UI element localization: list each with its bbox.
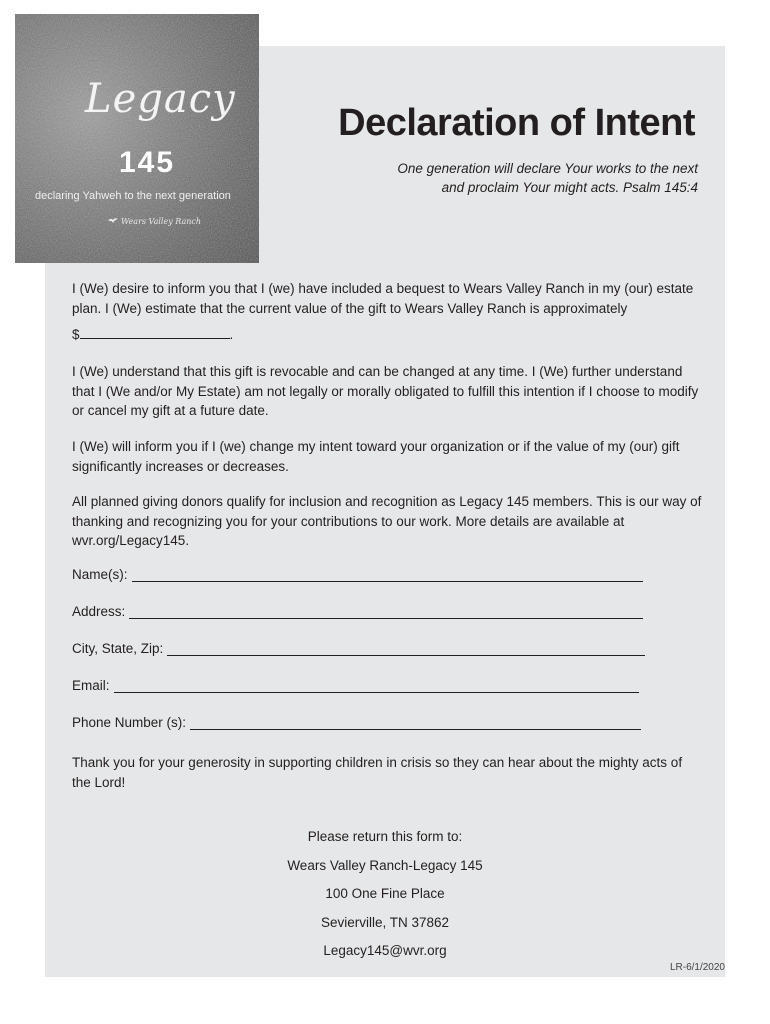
logo-signature: Wears Valley Ranch <box>121 217 202 226</box>
city-state-zip-label: City, State, Zip: <box>72 641 164 656</box>
return-address-block <box>45 829 725 972</box>
phone-label: Phone Number (s): <box>72 715 187 730</box>
bequest-paragraph: I (We) desire to inform you that I (we) have included a bequest to Wears Valley Ranch in my (our) estate plan. I (We) estimate that the current value of the gift to Wears Valley Ranch is approximately <box>72 281 694 316</box>
names-label: Name(s): <box>72 567 128 582</box>
address-input-line[interactable] <box>129 605 643 619</box>
page-title: Declaration of Intent <box>338 102 695 144</box>
return-organization: Wears Valley Ranch-Legacy 145 <box>287 857 483 873</box>
city-state-zip-input-line[interactable] <box>167 642 645 656</box>
names-input-line[interactable] <box>132 568 643 582</box>
logo-number: 145 <box>119 146 176 179</box>
gift-amount-field[interactable] <box>80 324 230 339</box>
logo-tagline: declaring Yahweh to the next generation <box>35 190 231 202</box>
logo-script-text: Legacy <box>85 76 236 122</box>
amount-period: . <box>229 327 234 342</box>
inform-paragraph: I (We) will inform you if I (we) change my intent toward your organization or if the value of my (our) gift significantly increases or decreases. <box>72 439 680 474</box>
gift-amount-line <box>72 324 702 345</box>
phone-input-line[interactable] <box>190 716 641 730</box>
subtitle-line-2: and proclaim Your might acts. Psalm 145:4 <box>441 180 698 195</box>
return-heading: Please return this form to: <box>307 829 463 844</box>
email-field[interactable] <box>72 678 639 693</box>
address-field[interactable] <box>72 604 643 619</box>
email-label: Email: <box>72 678 110 693</box>
subtitle-line-1: One generation will declare Your works to the next <box>397 161 698 176</box>
thank-you-paragraph: Thank you for your generosity in supporting children in crisis so they can hear about the mighty acts of the Lord! <box>72 755 683 790</box>
names-field[interactable] <box>72 567 643 582</box>
form-code: LR-6/1/2020 <box>669 962 725 973</box>
email-input-line[interactable] <box>114 679 639 693</box>
membership-paragraph: All planned giving donors qualify for inclusion and recognition as Legacy 145 members. This is our way of thanking and recognizing you for your contributions to our work. More details are available at wvr.org/Legacy145. <box>72 494 702 548</box>
phone-field[interactable] <box>72 715 641 730</box>
address-label: Address: <box>72 604 126 619</box>
currency-symbol: $ <box>72 327 80 342</box>
legacy-145-logo <box>15 14 259 263</box>
city-state-zip-field[interactable] <box>72 641 645 656</box>
bird-icon <box>108 216 118 224</box>
return-street: 100 One Fine Place <box>325 886 445 901</box>
scripture-subtitle <box>358 159 698 197</box>
revocable-paragraph: I (We) understand that this gift is revocable and can be changed at any time. I (We) further understand that I (We and/or My Estate) am not legally or morally obligated to fulfill this intention if I choose to modify or cancel my gift at a future date. <box>72 364 699 418</box>
return-city: Sevierville, TN 37862 <box>320 914 450 930</box>
return-email: Legacy145@wvr.org <box>323 943 447 958</box>
